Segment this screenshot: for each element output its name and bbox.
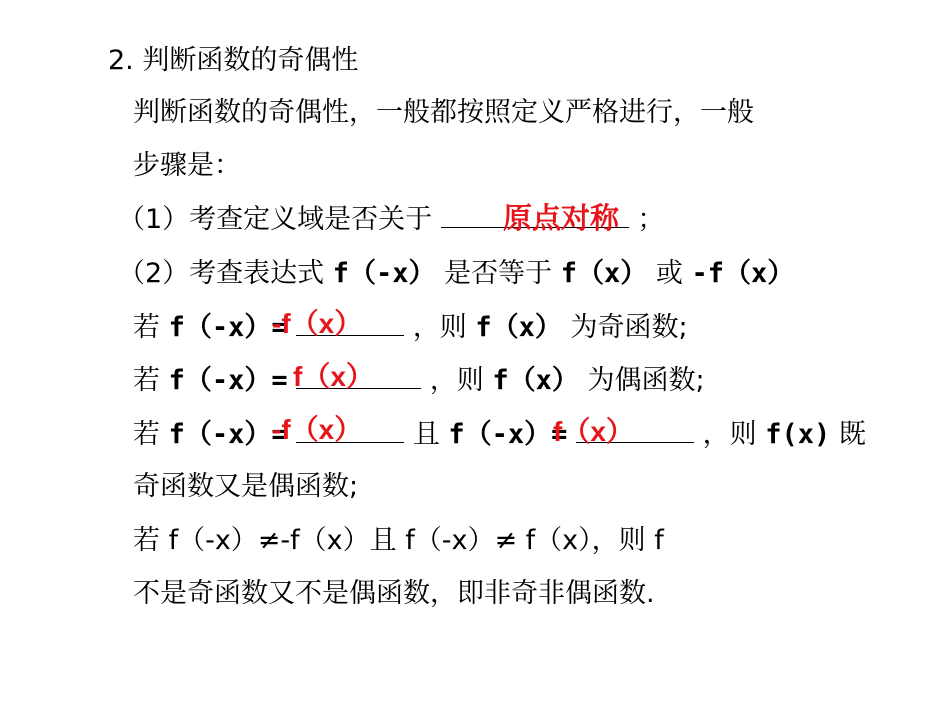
case-even-fneg: f（-x）= [168,365,288,396]
case-even [133,364,705,398]
case-both [133,418,866,452]
case-even-ruo: 若 [133,365,160,396]
case-both-answer-2: f（x） [553,416,634,447]
case-odd-tail1: ，则 [412,312,467,343]
step-2-mid1: 是否等于 [444,258,553,289]
case-both-qie: 且 [412,419,440,450]
case-neither-line-1: 若 f（-x）≠-f（x）且 f（-x）≠ f（x），则 f [133,525,664,556]
case-odd [133,311,688,345]
section-heading: 2. 判断函数的奇偶性 [108,45,359,76]
step-2-negfx: -f（x） [691,258,795,289]
case-odd-answer: -f（x） [272,308,363,339]
case-both-ruo: 若 [133,419,160,450]
case-both-line-2: 奇函数又是偶函数; [133,471,359,502]
step-2-fx: f（x） [560,258,648,289]
case-both-fneg: f（-x）= [168,419,288,450]
case-odd-tail2: 为奇函数; [570,312,688,343]
case-even-fx: f（x） [492,365,579,396]
case-even-answer: f（x） [293,361,374,392]
case-both-tail: ，则 [702,419,757,450]
step-2-text: （2）考查表达式 [118,258,325,289]
case-odd-fx: f（x） [475,312,562,343]
case-even-tail2: 为偶函数; [587,365,705,396]
case-odd-fneg: f（-x）= [168,312,288,343]
case-odd-ruo: 若 [133,312,160,343]
case-neither-line-2: 不是奇函数又不是偶函数，即非奇非偶函数. [133,578,655,609]
step-2-mid2: 或 [655,258,683,289]
case-both-fneg2: f（-x）= [448,419,568,450]
intro-line-1: 判断函数的奇偶性，一般都按照定义严格进行，一般 [133,97,754,128]
intro-line-2: 步骤是： [133,150,241,181]
step-1-answer: 原点对称 [503,203,620,235]
case-both-answer-1: -f（x） [272,414,363,445]
step-2-fneg: f（-x） [332,258,436,289]
step-1-text: （1）考查定义域是否关于 [118,204,433,235]
step-2 [118,257,794,291]
case-both-tail2: 既 [838,419,866,450]
case-both-fx: f(x) [765,419,831,450]
case-even-tail1: ，则 [429,365,484,396]
step-1-end: ； [637,204,665,235]
